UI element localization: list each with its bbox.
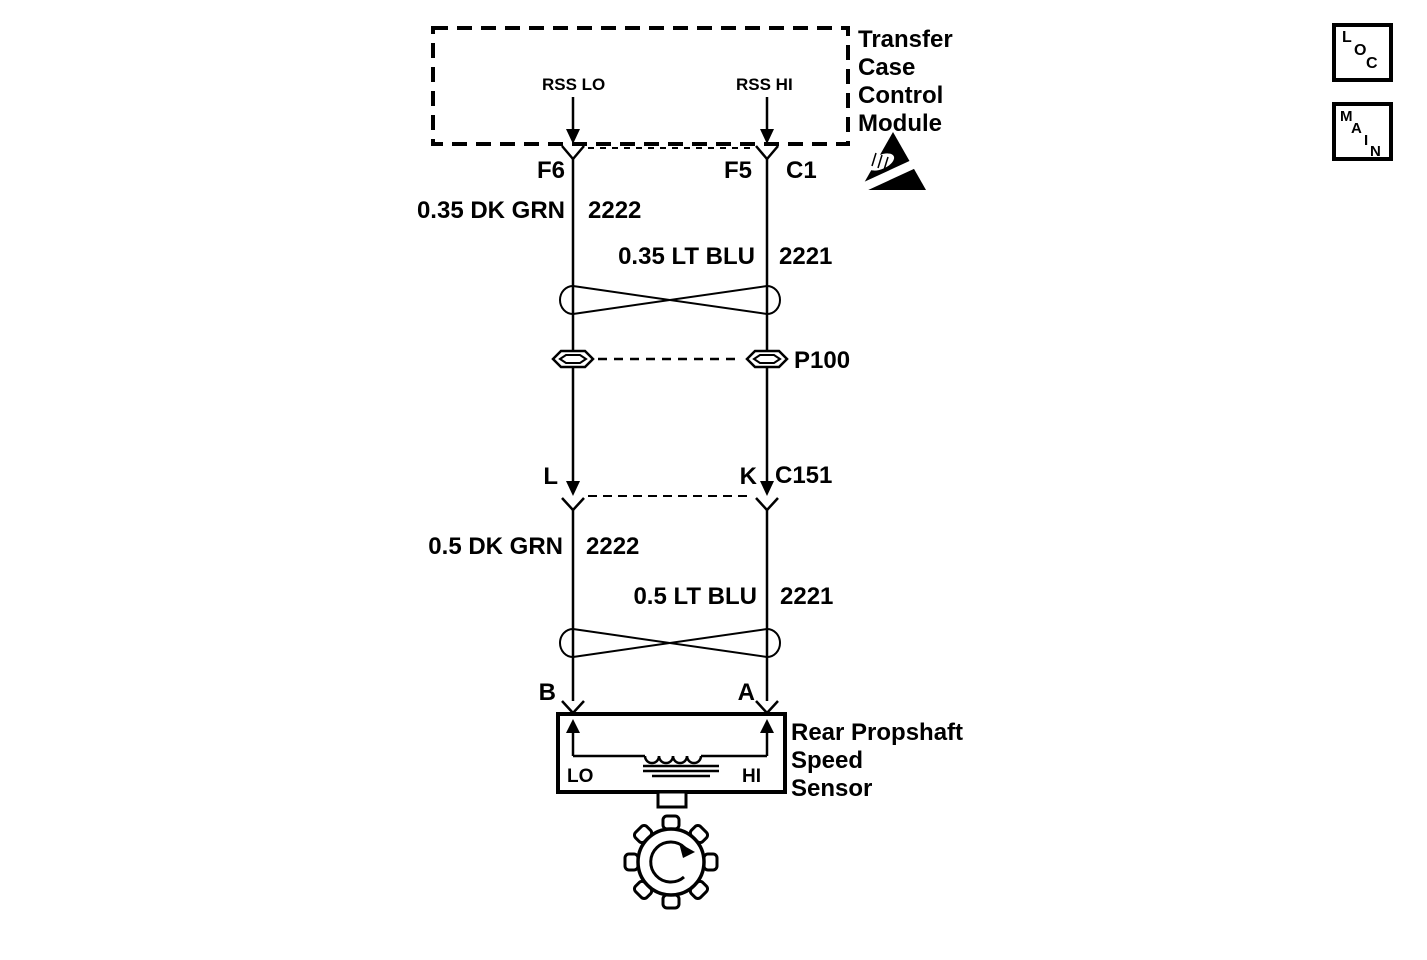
connector-c151-label: C151 (775, 462, 833, 489)
pin-b-label: B (538, 679, 556, 706)
main-letter: N (1370, 143, 1381, 160)
loc-button[interactable] (1332, 23, 1393, 82)
loc-letter: L (1342, 29, 1352, 46)
main-letter: A (1351, 120, 1362, 137)
pin-f5-label: F5 (723, 157, 752, 184)
rss-lo-arrow (566, 97, 580, 144)
wire-upper-left-color-label: 0.35 DK GRN (416, 197, 565, 224)
pin-f6-label: F6 (536, 157, 565, 184)
pin-l-label: L (543, 463, 558, 490)
loc-letter: C (1366, 55, 1378, 72)
rss-hi-arrow (760, 97, 774, 144)
wire-upper-right-circuit-label: 2221 (779, 243, 833, 270)
sensor-terminal-lo-label: LO (567, 766, 594, 787)
wire-upper-left-circuit-label: 2222 (588, 197, 642, 224)
connector-p100-label: P100 (794, 347, 851, 374)
signal-rss-hi-label: RSS HI (736, 75, 793, 94)
loc-letter: O (1354, 42, 1367, 59)
esd-warning-icon (853, 132, 929, 197)
wire-lower-right-circuit-label: 2221 (780, 583, 834, 610)
pin-a-label: A (737, 679, 755, 706)
main-letter: M (1340, 108, 1353, 125)
signal-rss-lo-label: RSS LO (542, 75, 606, 94)
module-name-label: Transfer Case Control Module (858, 26, 953, 137)
twisted-pair-icon (560, 286, 780, 314)
wire-upper-right-color-label: 0.35 LT BLU (618, 243, 755, 270)
sensor-terminal-hi-label: HI (742, 766, 761, 787)
sensor-box (558, 714, 785, 807)
pin-k-label: K (739, 463, 757, 490)
wire-lower-left-color-label: 0.5 DK GRN (428, 533, 563, 560)
wire-lower-left-circuit-label: 2222 (586, 533, 640, 560)
twisted-pair-icon (560, 629, 780, 657)
tone-wheel-icon (625, 816, 717, 908)
wire-lower-right-color-label: 0.5 LT BLU (633, 583, 757, 610)
pass-through-connector-icon (553, 351, 787, 367)
connector-c1-label: C1 (786, 157, 817, 184)
main-button[interactable] (1332, 102, 1393, 161)
sensor-name-label: Rear Propshaft Speed Sensor (791, 719, 964, 802)
main-letter: I (1364, 132, 1369, 149)
